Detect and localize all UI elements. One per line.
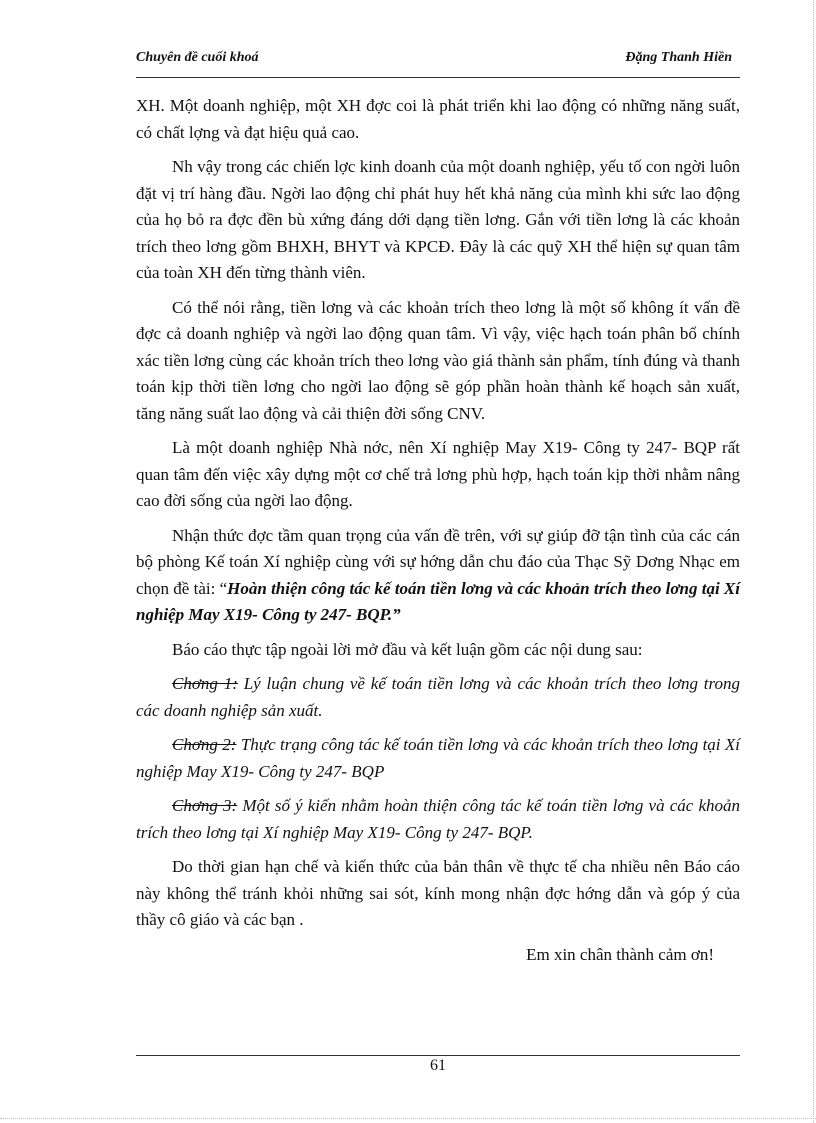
- paragraph-5-text: Nhận thức đợc tầm quan trọng của vấn đề trên, với sự giúp đỡ tận tình của các cán bộ phòng Kế toán Xí nghiệp cùng với sự hớng dẫn chu đáo của Thạc Sỹ Dơng Nhạc em chọn đề tài: “: [136, 525, 740, 598]
- paragraph-3: Có thể nói rằng, tiền lơng và các khoản trích theo lơng là một số không ít vấn đề đợc cả doanh nghiệp và ngời lao động quan tâm. Vì vậy, việc hạch toán phân bổ chính xác tiền lơng cùng các khoản trích theo lơng vào giá thành sản phẩm, tính đúng và thanh toán kịp thời tiền lơng cho ngời lao động sẽ góp phần hoàn thành kế hoạch sản xuất, tăng năng suất lao động và cải thiện đời sống CNV.: [136, 297, 740, 423]
- chapter-2: [136, 732, 740, 785]
- paragraph-6: Báo cáo thực tập ngoài lời mở đầu và kết luận gồm các nội dung sau:: [172, 639, 643, 659]
- page-edge-bottom: [0, 1118, 816, 1119]
- header-title: Chuyên đề cuối khoá: [136, 50, 259, 65]
- thesis-title: Hoàn thiện công tác kế toán tiền lơng và các khoản trích theo lơng tại Xí nghiệp May X19- Công ty 247- BQP.”: [136, 578, 740, 624]
- footer-divider: [136, 1055, 740, 1056]
- chapter-3: [136, 793, 740, 846]
- chapter-3-label: Chơng 3:: [172, 796, 238, 815]
- page-header: [136, 48, 740, 70]
- header-author: Đặng Thanh Hiền: [625, 50, 732, 65]
- chapter-1-text: Lý luận chung về kế toán tiền lơng và các khoản trích theo lơng trong các doanh nghiệp sản xuất.: [136, 674, 740, 720]
- chapter-2-label: Chơng 2:: [172, 735, 237, 754]
- page-edge-right: [813, 0, 814, 1123]
- paragraph-4: Là một doanh nghiệp Nhà nớc, nên Xí nghiệp May X19- Công ty 247- BQP rất quan tâm đến việc xây dựng một cơ chế trả lơng phù hợp, hạch toán kịp thời nhằm nâng cao đời sống của ngời lao động.: [136, 438, 740, 510]
- paragraph-5: [136, 523, 740, 629]
- chapter-2-text: Thực trạng công tác kế toán tiền lơng và các khoản trích theo lơng tại Xí nghiệp May X19- Công ty 247- BQP: [136, 735, 741, 781]
- paragraph-1: XH. Một doanh nghiệp, một XH đợc coi là phát triển khi lao động có những năng suất, có chất lợng và đạt hiệu quả cao.: [136, 96, 740, 142]
- header-divider: [136, 77, 740, 78]
- paragraph-2: Nh vậy trong các chiến lợc kinh doanh của một doanh nghiệp, yếu tố con ngời luôn đặt vị trí hàng đầu. Ngời lao động chỉ phát huy hết khả năng của mình khi sức lao động của họ bỏ ra đợc đền bù xứng đáng dới dạng tiền lơng. Gắn với tiền lơng là các khoản trích theo lơng gồm BHXH, BHYT và KPCĐ. Đây là các quỹ XH thể hiện sự quan tâm của toàn XH đến từng thành viên.: [136, 157, 740, 282]
- chapter-1-label: Chơng 1:: [172, 674, 238, 693]
- chapter-3-text: Một số ý kiến nhằm hoàn thiện công tác kế toán tiền lơng và các khoản trích theo lơng tại Xí nghiệp May X19- Công ty 247- BQP.: [136, 796, 740, 842]
- document-body: [136, 93, 740, 976]
- chapter-1: [136, 671, 740, 724]
- closing-line: Em xin chân thành cảm ơn!: [526, 944, 714, 964]
- page-number: 61: [430, 1057, 446, 1074]
- paragraph-7: Do thời gian hạn chế và kiến thức của bản thân về thực tế cha nhiều nên Báo cáo này không thể tránh khỏi những sai sót, kính mong nhận đợc hớng dẫn và góp ý của thầy cô giáo và các bạn .: [136, 857, 740, 929]
